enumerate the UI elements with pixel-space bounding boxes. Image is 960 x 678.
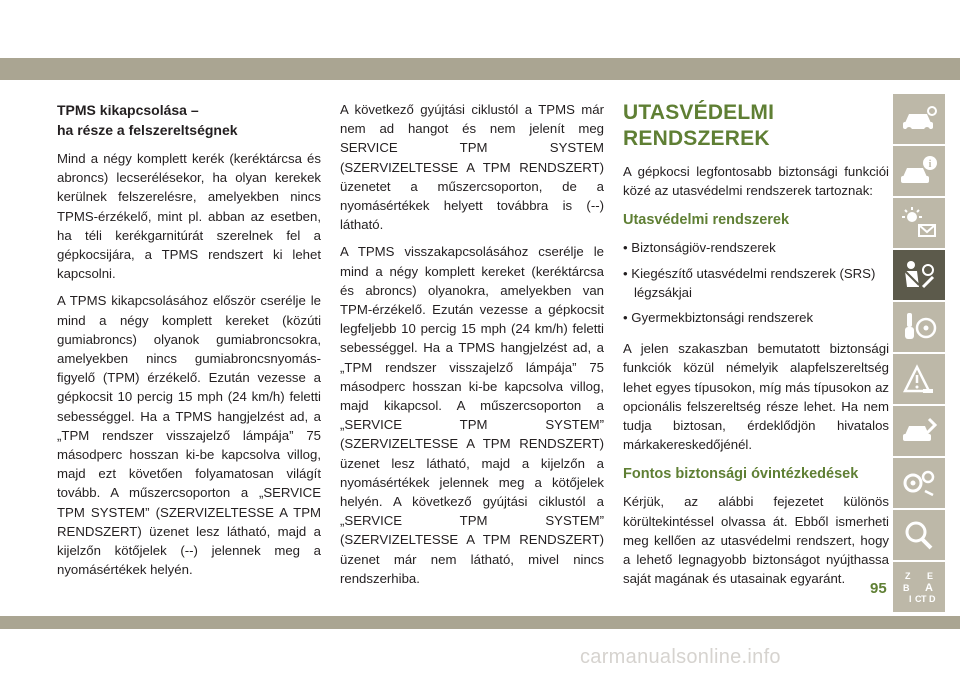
watermark-text: carmanualsonline.info xyxy=(580,646,781,668)
chapter-tab[interactable] xyxy=(893,562,945,612)
magnifier-search-icon xyxy=(899,517,939,553)
chapter-title-line-2: RENDSZEREK xyxy=(623,127,770,150)
paragraph: A TPMS visszakapcsolásához cserélje le mind a négy komplett kereket (keréktárcsa és abroncs) olyanokra, amelyekben van TPM-érzékelő. Ezután vezesse a gépkocsit legfeljebb 10 percig 15 mph (24 km/h) feletti sebességgel. Ha a TPMS hangjelzést ad, a „TPM rendszer visszajelző lámpája” 75 másodperc hosszan ki-be kapcsolva villog, majd kikapcsol. A műszercsoporton a „SERVICE TPM SYSTEM” (SZERVIZELTESSE A TPM RENDSZERT) üzenet lesz látható, majd a kijelzőn a nyomásértékek jelennek meg a kötőjelek helyén. A következő gyújtási ciklustól a „SERVICE TPM SYSTEM” (SZERVIZELTESSE A TPM RENDSZERT) üzenet már nem látható, mivel nincs rendszerhiba. xyxy=(340,244,604,586)
paragraph: Kérjük, az alábbi fejezetet különös körültekintéssel olvassa át. Ebből ismerheti meg kellően az utasvédelmi rendszert, hogy a lehető legnagyobb biztonságot nyújthassa saját magának és utasainak egyaránt. xyxy=(623,494,889,587)
index-letter: E xyxy=(927,571,934,581)
index-letter: D xyxy=(929,594,936,604)
chapter-tab-active[interactable] xyxy=(893,250,945,300)
chapter-tab-sidebar xyxy=(893,94,945,614)
index-letter: Z xyxy=(905,571,911,581)
index-letter: T xyxy=(921,594,927,604)
chapter-title-line-1: UTASVÉDELMI xyxy=(623,101,775,124)
chapter-tab[interactable] xyxy=(893,510,945,560)
car-with-info-icon xyxy=(899,153,939,189)
chapter-tab[interactable] xyxy=(893,198,945,248)
footer-band xyxy=(0,616,960,629)
paragraph: A következő gyújtási ciklustól a TPMS már nem ad hangot és nem jelenít meg SERVICE TPM SYSTEM (SZERVIZELTESSE A TPM RENDSZERT) üzenetet a műszercsoporton, de a nyomásértékek helyett továbbra is (--) látható. xyxy=(340,102,604,233)
column-right xyxy=(623,100,889,596)
specifications-gears-icon xyxy=(899,465,939,501)
chapter-tab[interactable] xyxy=(893,354,945,404)
heading-line-1: TPMS kikapcsolása – xyxy=(57,102,199,118)
chapter-tab[interactable] xyxy=(893,146,945,196)
bullet-item: • Biztonságiöv-rendszerek xyxy=(623,240,776,256)
column-middle xyxy=(340,100,604,596)
seatbelt-airbag-safety-icon xyxy=(899,257,939,293)
chapter-tab[interactable] xyxy=(893,94,945,144)
section-heading-tpms-off xyxy=(57,100,321,140)
paragraph: A jelen szakaszban bemutatott biztonsági funkciók közül némelyik alapfelszereltség lehet egyes típusokon, míg más típusokon az opcionális felszereltség része lehet. Ha nem tudja biztosan, érdeklődjön hivatalos márkakereskedőjénél. xyxy=(623,341,889,453)
car-service-wrench-icon xyxy=(899,413,939,449)
column-left xyxy=(57,100,321,587)
paragraph: A TPMS kikapcsolásához először cserélje le mind a négy komplett kereket (közúti gumiabroncs) olyanok gumiabroncsokra, amelyekben nincs gumiabroncsnyomás-figyelő (TPM) érzékelő. Ezután vezesse a gépkocsit 10 percig 15 mph (24 km/h) feletti sebességgel. Ha a TPMS hangjelzést ad, a „TPM rendszer visszajelző lámpája” 75 másodperc hosszan ki-be kapcsolva villog, majd ezt követően folyamatosan világít tovább. A műszercsoporton a „SERVICE TPM SYSTEM” (SZERVIZELTESSE A TPM RENDSZERT) üzenet lesz látható, majd a kijelzőn kötőjelek (--) jelennek meg a nyomásértékek helyén. xyxy=(57,293,321,578)
heading-line-2: ha része a felszereltségnek xyxy=(57,122,238,138)
subsection-title: Utasvédelmi rendszerek xyxy=(623,212,790,229)
index-letter: C xyxy=(915,594,922,604)
index-letter: B xyxy=(903,583,910,593)
bullet-item: • Kiegészítő utasvédelmi rendszerek (SRS) légzsákjai xyxy=(623,265,876,300)
intro-paragraph: A gépkocsi legfontosabb biztonsági funkciói közé az utasvédelmi rendszerek tartoznak: xyxy=(623,164,889,199)
car-with-keys-icon xyxy=(899,101,939,137)
warning-lights-and-messages-icon xyxy=(899,205,939,241)
chapter-tab[interactable] xyxy=(893,302,945,352)
bullet-item: • Gyermekbiztonsági rendszerek xyxy=(623,310,814,326)
chapter-title xyxy=(623,100,889,152)
warning-triangle-icon xyxy=(899,361,939,397)
key-and-steering-wheel-icon xyxy=(899,309,939,345)
index-letter: I xyxy=(909,594,912,604)
chapter-tab[interactable] xyxy=(893,406,945,456)
chapter-tab[interactable] xyxy=(893,458,945,508)
top-margin xyxy=(0,0,960,58)
alphabetical-index-icon xyxy=(899,569,939,605)
svg-text:i: i xyxy=(928,159,932,170)
subsection-title: Fontos biztonsági óvintézkedések xyxy=(623,466,859,483)
header-band xyxy=(0,58,960,80)
paragraph: Mind a négy komplett kerék (keréktárcsa és abroncs) lecserélésekor, ha olyan kerekek kerülnek felszerelésre, amelyekben nincs TPMS-érzékelő, mint pl. abban az esetben, ha téli kerékgarnitúrát szerelnek fel a gépkocsijára, a TPMS rendszert ki lehet kapcsolni. xyxy=(57,151,321,282)
index-letter: A xyxy=(925,582,933,594)
page-number: 95 xyxy=(870,580,887,597)
